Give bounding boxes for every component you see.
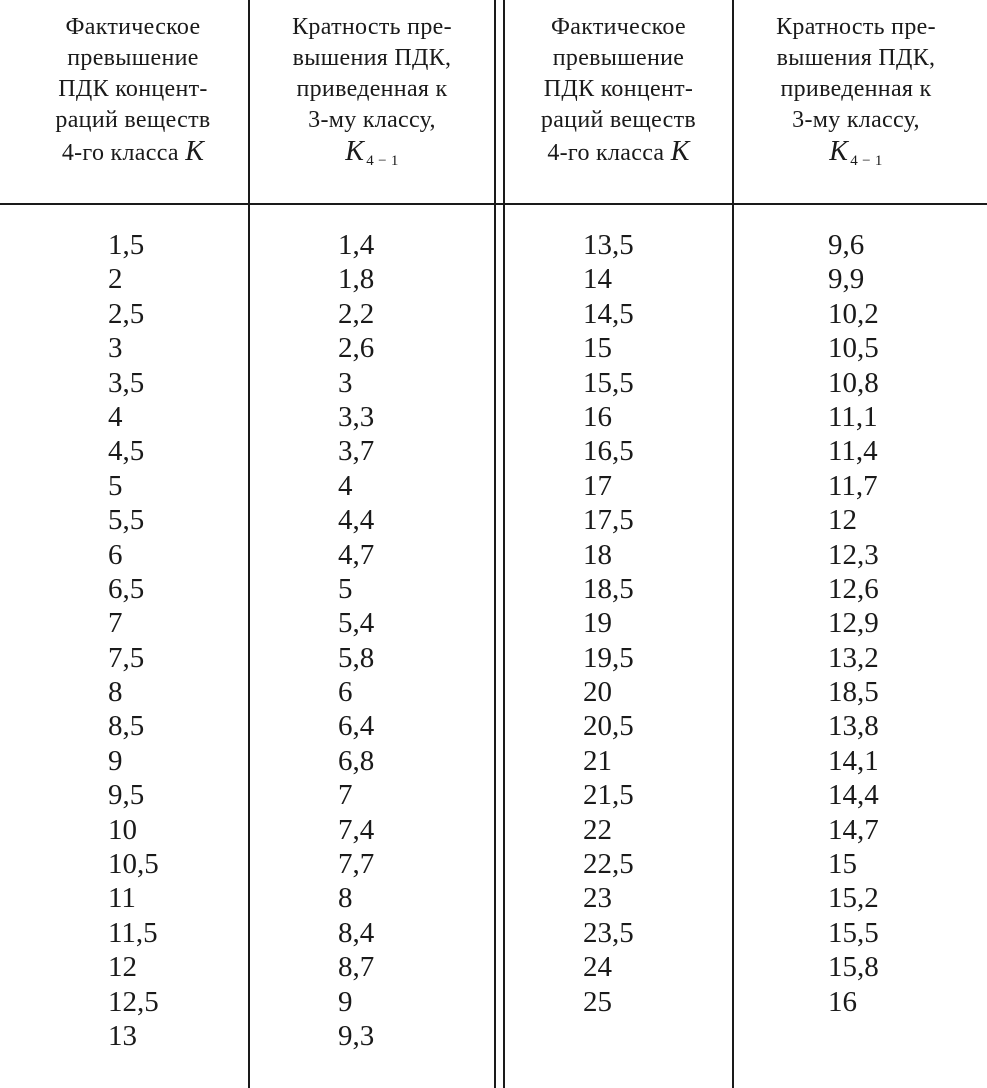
table-cell: 21	[583, 744, 612, 777]
table-cell: 5,8	[338, 641, 375, 674]
table-cell: 15	[828, 848, 857, 881]
table-cell: 16	[583, 400, 612, 433]
header-line: раций веществ	[540, 107, 697, 133]
table-cell: 15,5	[583, 366, 634, 399]
column-3-values	[583, 228, 634, 1019]
header-line: превышение	[552, 45, 685, 71]
table-cell: 8	[108, 676, 123, 709]
table-cell: 12	[108, 951, 137, 984]
table-cell: 10,5	[828, 332, 879, 365]
table-cell: 23	[583, 882, 612, 915]
table-cell: 4,5	[108, 435, 145, 468]
table-cell: 11,4	[828, 435, 878, 468]
table-cell: 15	[583, 332, 612, 365]
table-cell: 18,5	[828, 676, 879, 709]
header-line: Кратность пре-	[776, 14, 936, 40]
column-4-values	[828, 228, 879, 1019]
header-col-3	[507, 12, 730, 202]
table-cell: 20	[583, 676, 612, 709]
header-line: Фактическое	[551, 14, 686, 40]
table-cell: 10,8	[828, 366, 879, 399]
table-cell: 14,7	[828, 813, 879, 846]
header-symbol: K	[345, 136, 365, 167]
table-cell: 4,7	[338, 538, 375, 571]
header-line: вышения ПДК,	[292, 45, 452, 71]
column-2-values	[338, 228, 374, 1053]
table-cell: 8,5	[108, 710, 145, 743]
column-divider-double-left	[494, 0, 496, 1088]
table-cell: 4	[338, 469, 353, 502]
table-cell: 3,7	[338, 435, 375, 468]
table-cell: 12,6	[828, 572, 879, 605]
table-cell: 19	[583, 607, 612, 640]
header-symbol: K	[829, 136, 849, 167]
table-cell: 6,4	[338, 710, 375, 743]
table-cell: 9	[338, 985, 353, 1018]
table-cell: 14,1	[828, 744, 879, 777]
table-cell: 17	[583, 469, 612, 502]
header-line: 3-му классу,	[792, 107, 920, 133]
table-cell: 9	[108, 744, 123, 777]
table-cell: 9,6	[828, 229, 865, 261]
header-line: ПДК концент-	[543, 76, 694, 102]
header-col-1	[20, 12, 246, 202]
table-cell: 1,5	[108, 229, 145, 261]
header-symbol: K	[185, 136, 205, 167]
table-cell: 17,5	[583, 504, 634, 537]
table-cell: 20,5	[583, 710, 634, 743]
table-cell: 18	[583, 538, 612, 571]
table-cell: 3	[338, 366, 353, 399]
header-line: приведенная к	[780, 76, 932, 102]
table-cell: 9,9	[828, 263, 865, 296]
table-cell: 6	[338, 676, 353, 709]
table-cell: 12,3	[828, 538, 879, 571]
table-cell: 11,7	[828, 469, 878, 502]
table-cell: 12	[828, 504, 857, 537]
header-line: приведенная к	[296, 76, 448, 102]
header-line	[252, 136, 492, 177]
column-divider-1	[248, 0, 250, 1088]
header-line-text: 4-го класса	[61, 140, 179, 166]
table-cell: 15,2	[828, 882, 879, 915]
table-cell: 2,6	[338, 332, 375, 365]
table-cell: 6,5	[108, 572, 145, 605]
header-rule	[0, 203, 987, 205]
table-cell: 8	[338, 882, 353, 915]
header-symbol: K	[670, 136, 690, 167]
table-cell: 7,4	[338, 813, 375, 846]
table-cell: 18,5	[583, 572, 634, 605]
table-cell: 8,4	[338, 916, 375, 949]
table-cell: 6	[108, 538, 123, 571]
table-cell: 12,5	[108, 985, 159, 1018]
header-line: раций веществ	[55, 107, 211, 133]
table-cell: 15,5	[828, 916, 879, 949]
table-cell: 4	[108, 400, 123, 433]
table-cell: 22	[583, 813, 612, 846]
column-1-values	[108, 228, 159, 1053]
header-line: Фактическое	[65, 14, 201, 40]
header-subscript: 4 − 1	[366, 153, 399, 169]
table-cell: 23,5	[583, 916, 634, 949]
table-cell: 8,7	[338, 951, 375, 984]
table-cell: 5,4	[338, 607, 375, 640]
header-line: 3-му классу,	[308, 107, 436, 133]
header-line	[736, 136, 976, 177]
table-cell: 11,1	[828, 400, 878, 433]
header-line-text: 4-го класса	[547, 140, 665, 166]
table-cell: 13,8	[828, 710, 879, 743]
table-cell: 13,5	[583, 229, 634, 261]
table-cell: 15,8	[828, 951, 879, 984]
table-cell: 19,5	[583, 641, 634, 674]
table-cell: 3	[108, 332, 123, 365]
header-subscript: 4 − 1	[850, 153, 883, 169]
table-cell: 13	[108, 1019, 137, 1052]
table-cell: 1,8	[338, 263, 375, 296]
header-line: ПДК концент-	[58, 76, 208, 102]
table-cell: 10,5	[108, 848, 159, 881]
header-col-4	[736, 12, 976, 202]
table-cell: 2,2	[338, 297, 375, 330]
header-line: превышение	[67, 45, 199, 71]
table-cell: 7	[338, 779, 353, 812]
table-cell: 24	[583, 951, 612, 984]
table-cell: 2,5	[108, 297, 145, 330]
table-cell: 13,2	[828, 641, 879, 674]
table-cell: 7,5	[108, 641, 145, 674]
header-line: Кратность пре-	[292, 14, 452, 40]
table-cell: 7	[108, 607, 123, 640]
header-col-2	[252, 12, 492, 202]
table-cell: 21,5	[583, 779, 634, 812]
table-cell: 14,4	[828, 779, 879, 812]
column-divider-3	[732, 0, 734, 1088]
table-cell: 14,5	[583, 297, 634, 330]
table-cell: 12,9	[828, 607, 879, 640]
header-line	[507, 136, 730, 169]
table-cell: 9,5	[108, 779, 145, 812]
table-cell: 25	[583, 985, 612, 1018]
table-cell: 1,4	[338, 229, 375, 261]
table-cell: 22,5	[583, 848, 634, 881]
table-cell: 7,7	[338, 848, 375, 881]
table-cell: 4,4	[338, 504, 375, 537]
table-cell: 5	[338, 572, 353, 605]
table-cell: 10	[108, 813, 137, 846]
table-cell: 11	[108, 882, 136, 915]
table-cell: 16,5	[583, 435, 634, 468]
column-divider-double-right	[503, 0, 505, 1088]
table-cell: 14	[583, 263, 612, 296]
header-line: вышения ПДК,	[776, 45, 936, 71]
table-cell: 11,5	[108, 916, 158, 949]
table-cell: 16	[828, 985, 857, 1018]
table-cell: 5	[108, 469, 123, 502]
header-line	[20, 136, 246, 169]
table-cell: 3,3	[338, 400, 375, 433]
table-cell: 5,5	[108, 504, 145, 537]
table-cell: 6,8	[338, 744, 375, 777]
table-cell: 9,3	[338, 1019, 375, 1052]
table-cell: 2	[108, 263, 123, 296]
table-cell: 3,5	[108, 366, 145, 399]
table-cell: 10,2	[828, 297, 879, 330]
